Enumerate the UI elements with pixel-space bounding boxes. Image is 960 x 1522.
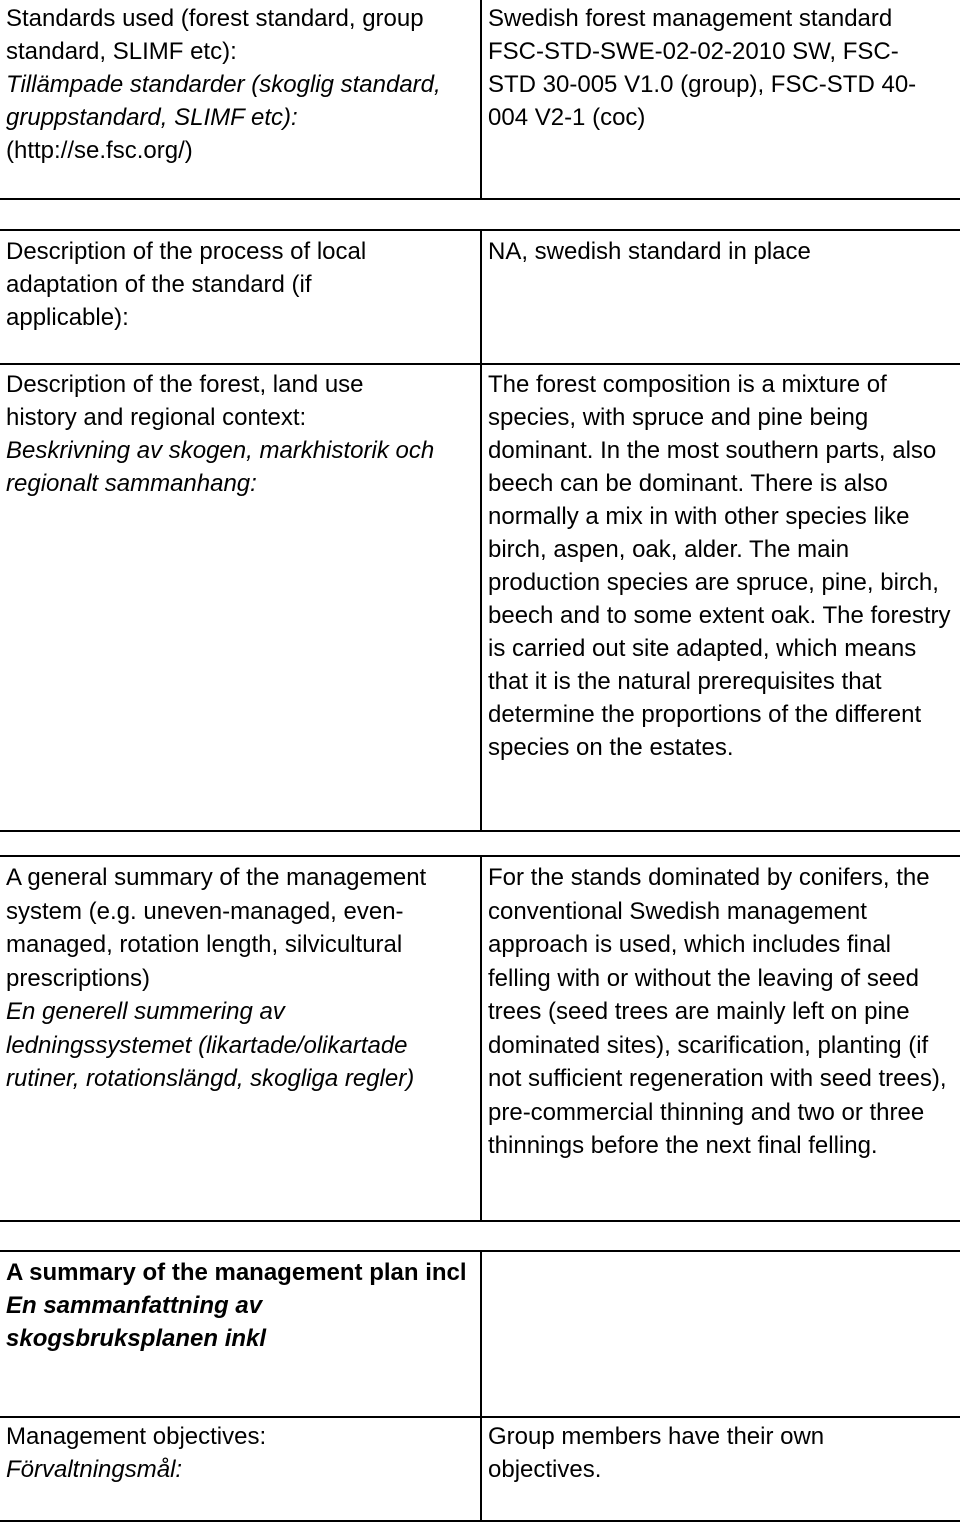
plan-value-cell xyxy=(480,1250,960,1418)
system-label-cell xyxy=(0,855,482,1222)
standards-value-cell xyxy=(480,0,960,200)
standards-label-cell xyxy=(0,0,482,200)
objectives-label: Management objectives: xyxy=(6,1423,267,1450)
standards-value: Swedish forest management standard FSC-STD-SWE-02-02-2010 SW, FSC-STD 30-005 V1.0 (group), FSC-STD 40-004 V2-1 (coc) xyxy=(488,5,917,131)
system-label: A general summary of the management system (e.g. uneven-managed, even-managed, rotation length, silvicultural prescriptions) xyxy=(6,864,427,992)
system-value: For the stands dominated by conifers, the conventional Swedish management approach is used, which includes final felling with or without the leaving of seed trees (seed trees are mainly left on pine dominated sites), scarification, planting (if not sufficient regeneration with seed trees), pre-commercial thinning and two or three thinnings before the next final felling. xyxy=(488,864,947,1159)
plan-label-swedish: En sammanfattning av skogsbruksplanen inkl xyxy=(6,1292,267,1352)
plan-label-cell xyxy=(0,1250,482,1418)
objectives-label-cell xyxy=(0,1416,482,1522)
objectives-value: Group members have their own objectives. xyxy=(488,1423,825,1483)
objectives-value-cell xyxy=(480,1416,960,1522)
adaptation-value: NA, swedish standard in place xyxy=(488,238,811,265)
forest-value-cell xyxy=(480,363,960,832)
forest-value: The forest composition is a mixture of species, with spruce and pine being dominant. In the most southern parts, also beech can be dominant. There is also normally a mix in with other species like birch, aspen, oak, alder. The main production species are spruce, pine, birch, beech and to some extent oak. The forestry is carried out site adapted, which means that it is the natural prerequisites that determine the proportions of the different species on the estates. xyxy=(488,371,951,761)
system-label-swedish: En generell summering av ledningssystemet (likartade/olikartade rutiner, rotationslängd, skogliga regler) xyxy=(6,998,415,1092)
standards-label: Standards used (forest standard, group standard, SLIMF etc): xyxy=(6,5,424,65)
plan-label: A summary of the management plan incl xyxy=(6,1259,467,1286)
adaptation-value-cell xyxy=(480,229,960,365)
objectives-label-swedish: Förvaltningsmål: xyxy=(6,1456,183,1483)
forest-label-swedish: Beskrivning av skogen, markhistorik och regionalt sammanhang: xyxy=(6,437,435,497)
forest-label: Description of the forest, land use history and regional context: xyxy=(6,371,364,431)
system-value-cell xyxy=(480,855,960,1222)
adaptation-label: Description of the process of local adaptation of the standard (if applicable): xyxy=(6,238,367,331)
forest-label-cell xyxy=(0,363,482,832)
adaptation-label-cell xyxy=(0,229,482,365)
standards-link: (http://se.fsc.org/) xyxy=(6,137,193,164)
standards-label-swedish: Tillämpade standarder (skoglig standard, gruppstandard, SLIMF etc): xyxy=(6,71,441,131)
